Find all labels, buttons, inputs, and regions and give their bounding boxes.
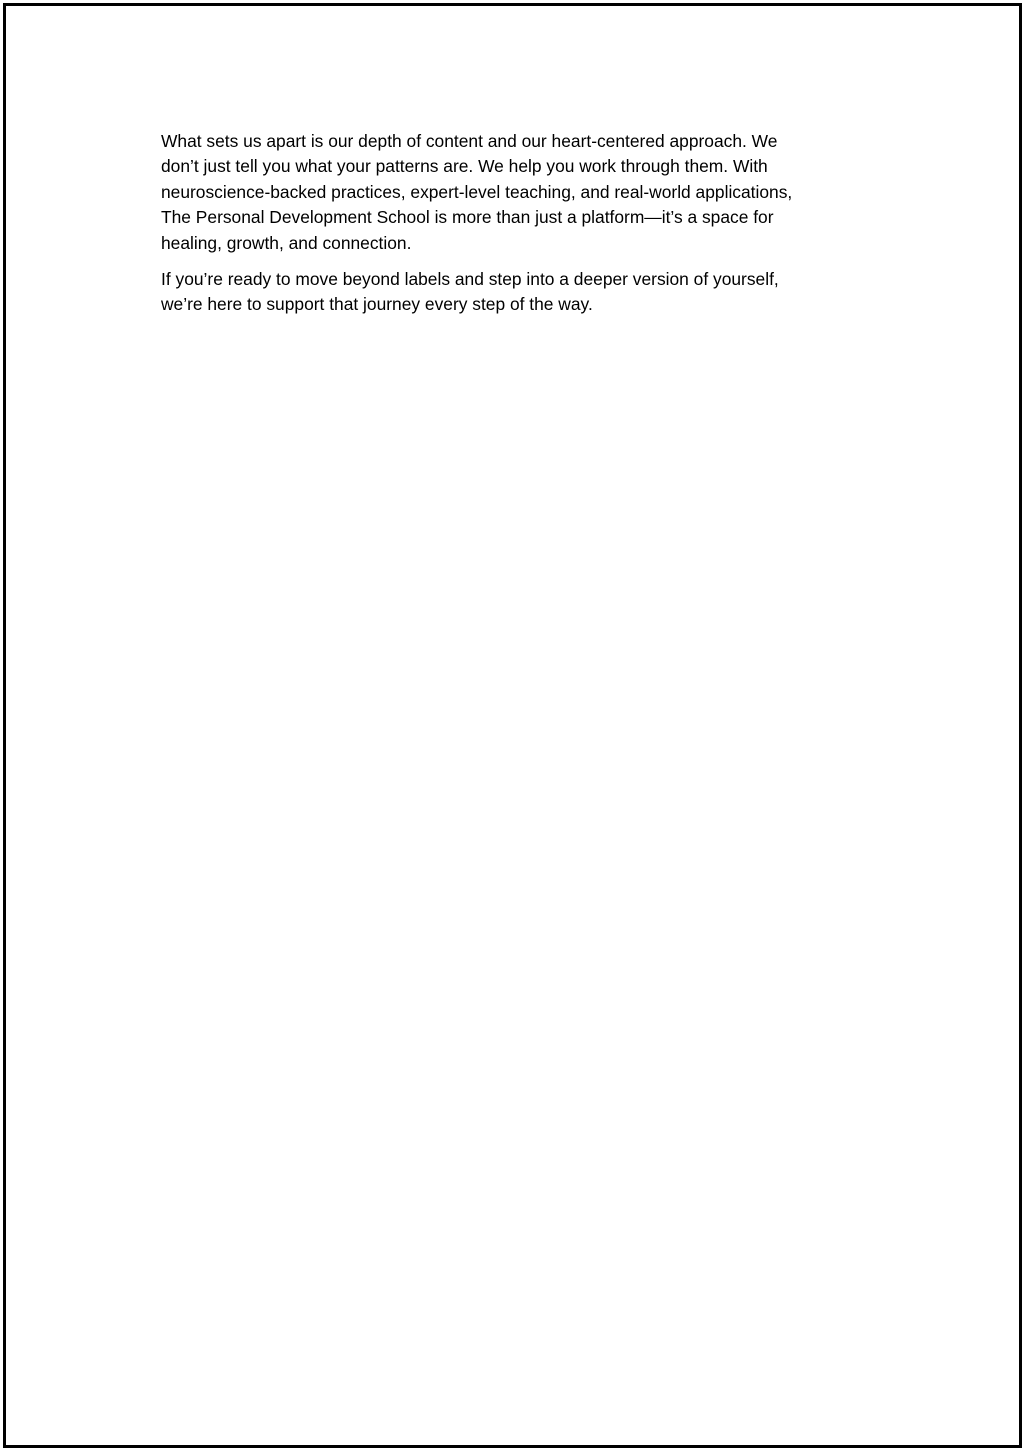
text-line: If you’re ready to move beyond labels and step into a deeper version of yourself, [161, 269, 779, 290]
text-line: don’t just tell you what your patterns are. We help you work through them. With [161, 156, 768, 177]
paragraph [161, 129, 861, 256]
text-line: neuroscience-backed practices, expert-level teaching, and real-world applications, [161, 181, 793, 202]
paragraph [161, 267, 861, 318]
text-line: The Personal Development School is more than just a platform—it’s a space for [161, 207, 774, 228]
text-line: we’re here to support that journey every step of the way. [161, 294, 593, 315]
text-line: healing, growth, and connection. [161, 232, 412, 253]
body-text [161, 129, 861, 318]
page-frame [3, 3, 1022, 1448]
text-line: What sets us apart is our depth of content and our heart-centered approach. We [161, 131, 778, 151]
